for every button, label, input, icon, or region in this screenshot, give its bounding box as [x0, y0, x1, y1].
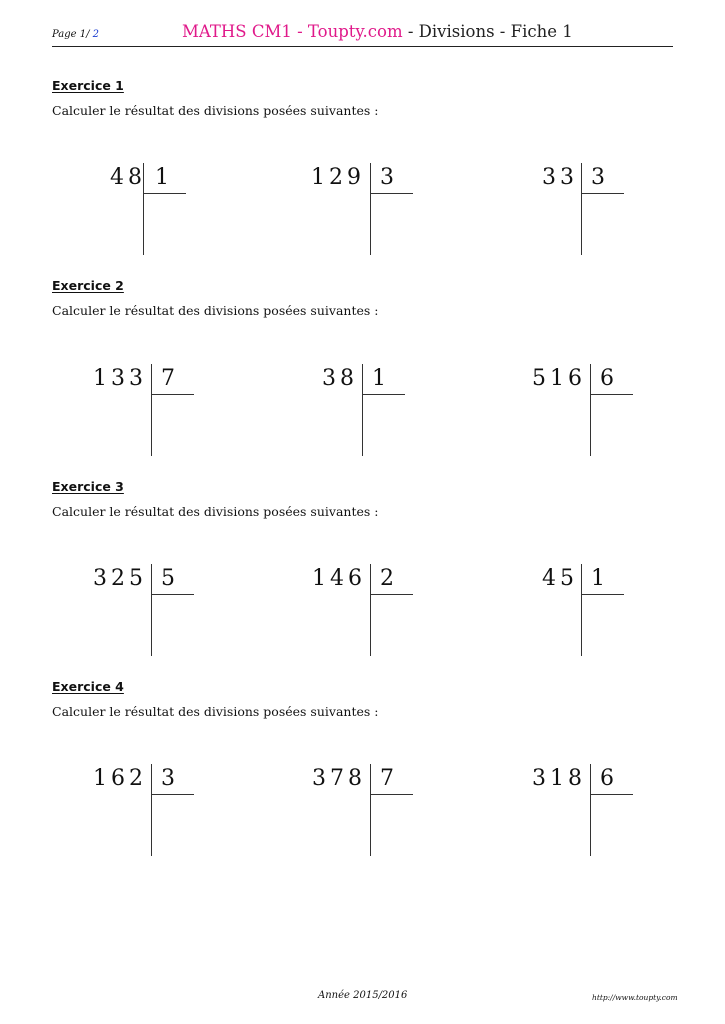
division-1-3	[500, 165, 578, 257]
division-horizontal-line	[362, 394, 405, 395]
division-vertical-line	[151, 764, 152, 856]
divisor: 7	[380, 766, 394, 791]
exercise-title: Exercice 2	[52, 278, 124, 293]
divisor: 2	[380, 566, 394, 591]
page-title	[182, 22, 573, 41]
division-4-3-bracket	[590, 764, 635, 859]
division-1-2	[270, 165, 365, 257]
divisor: 3	[161, 766, 175, 791]
dividend: 378	[312, 766, 366, 791]
divisor: 6	[600, 766, 614, 791]
exercise-4	[52, 679, 673, 719]
dividend: 129	[311, 165, 365, 190]
page-number	[52, 29, 99, 40]
division-4-1	[50, 766, 147, 858]
division-2-2	[280, 366, 358, 458]
division-vertical-line	[151, 364, 152, 456]
division-vertical-line	[362, 364, 363, 456]
divisor: 5	[161, 566, 175, 591]
division-3-3	[500, 566, 578, 658]
dividend: 133	[93, 366, 147, 391]
exercise-title: Exercice 3	[52, 479, 124, 494]
exercise-instruction: Calculer le résultat des divisions posées suivantes :	[52, 704, 379, 719]
division-horizontal-line	[370, 594, 413, 595]
title-site: MATHS CM1 - Toupty.com	[182, 22, 403, 41]
division-4-2-bracket	[370, 764, 415, 859]
division-horizontal-line	[370, 193, 413, 194]
division-horizontal-line	[581, 193, 624, 194]
division-vertical-line	[590, 764, 591, 856]
divisor: 6	[600, 366, 614, 391]
division-vertical-line	[143, 163, 144, 255]
division-1-1-bracket	[143, 163, 188, 258]
divisor: 1	[372, 366, 386, 391]
division-3-1	[50, 566, 147, 658]
division-3-1-bracket	[151, 564, 196, 659]
division-horizontal-line	[370, 794, 413, 795]
division-4-3	[490, 766, 586, 858]
page-header	[52, 22, 673, 47]
exercise-instruction: Calculer le résultat des divisions posées suivantes :	[52, 103, 379, 118]
division-2-2-bracket	[362, 364, 407, 459]
dividend: 162	[93, 766, 147, 791]
division-vertical-line	[370, 163, 371, 255]
division-3-2-bracket	[370, 564, 415, 659]
divisor: 3	[591, 165, 605, 190]
dividend: 33	[542, 165, 578, 190]
division-3-2	[270, 566, 366, 658]
division-4-1-bracket	[151, 764, 196, 859]
dividend: 38	[322, 366, 358, 391]
title-topic: - Divisions - Fiche 1	[402, 22, 573, 41]
division-horizontal-line	[151, 794, 194, 795]
dividend: 48	[110, 165, 146, 190]
dividend: 325	[93, 566, 147, 591]
division-4-2	[270, 766, 366, 858]
division-1-2-bracket	[370, 163, 415, 258]
dividend: 516	[532, 366, 586, 391]
exercise-instruction: Calculer le résultat des divisions posées suivantes :	[52, 303, 379, 318]
footer-school-year: Année 2015/2016	[318, 990, 408, 1001]
exercise-title: Exercice 1	[52, 78, 124, 93]
division-2-1-bracket	[151, 364, 196, 459]
division-vertical-line	[581, 163, 582, 255]
division-3-3-bracket	[581, 564, 626, 659]
division-vertical-line	[370, 764, 371, 856]
division-vertical-line	[151, 564, 152, 656]
footer-url-link[interactable]: http://www.toupty.com	[592, 993, 678, 1002]
divisor: 3	[380, 165, 394, 190]
exercise-2	[52, 278, 673, 318]
divisor: 1	[591, 566, 605, 591]
division-horizontal-line	[581, 594, 624, 595]
divisor: 1	[155, 165, 169, 190]
division-horizontal-line	[143, 193, 186, 194]
dividend: 318	[532, 766, 586, 791]
division-vertical-line	[581, 564, 582, 656]
exercise-3	[52, 479, 673, 519]
exercise-instruction: Calculer le résultat des divisions posées suivantes :	[52, 504, 379, 519]
division-vertical-line	[370, 564, 371, 656]
division-horizontal-line	[590, 394, 633, 395]
division-horizontal-line	[151, 594, 194, 595]
dividend: 146	[312, 566, 366, 591]
division-1-3-bracket	[581, 163, 626, 258]
exercise-1	[52, 78, 673, 118]
division-horizontal-line	[590, 794, 633, 795]
divisor: 7	[161, 366, 175, 391]
division-vertical-line	[590, 364, 591, 456]
division-2-3	[490, 366, 586, 458]
division-2-3-bracket	[590, 364, 635, 459]
dividend: 45	[542, 566, 578, 591]
division-horizontal-line	[151, 394, 194, 395]
page-current: Page 1/	[52, 29, 90, 40]
division-1-1	[60, 165, 146, 257]
page-total-link[interactable]: 2	[89, 29, 100, 40]
exercise-title: Exercice 4	[52, 679, 124, 694]
division-2-1	[50, 366, 147, 458]
